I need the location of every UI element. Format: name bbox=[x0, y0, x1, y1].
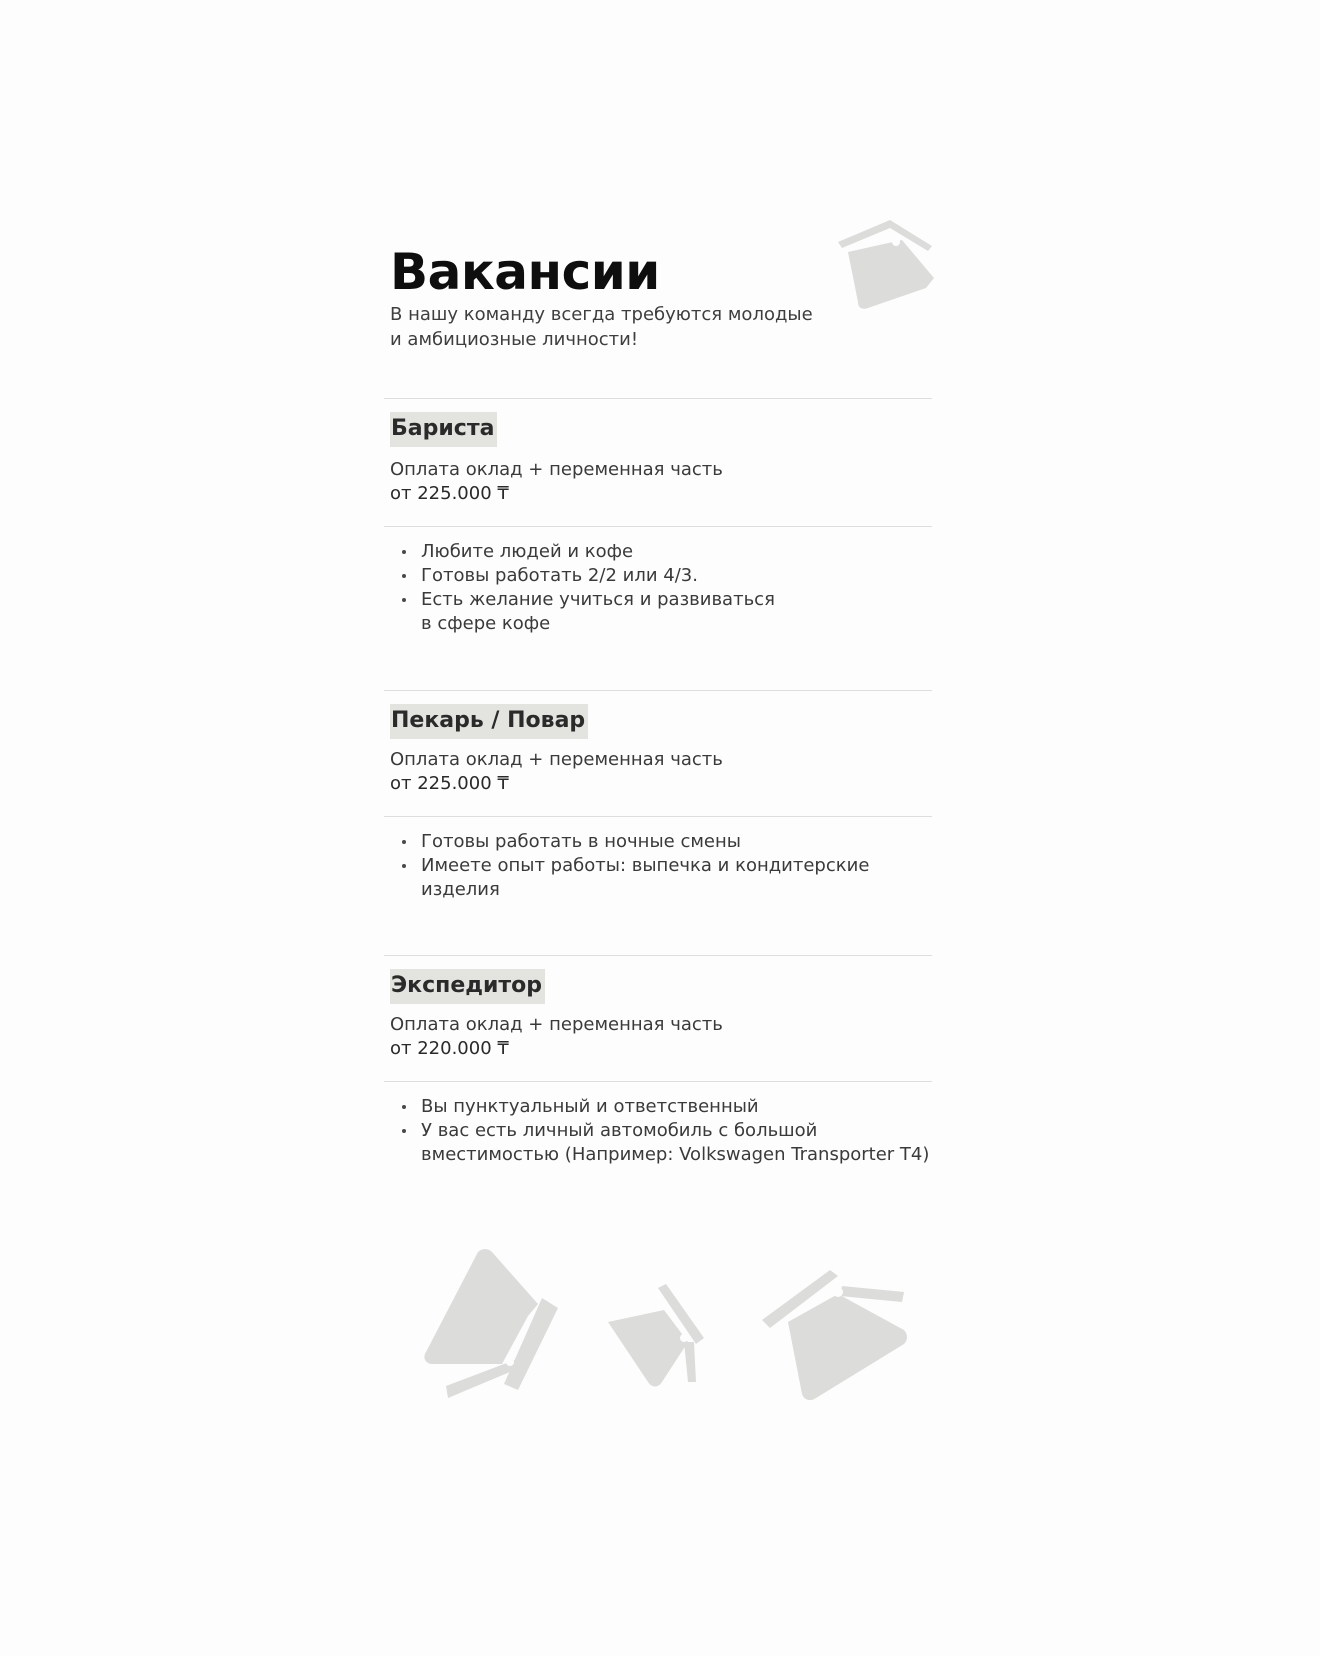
footer-decorations bbox=[384, 1228, 932, 1428]
vacancy-pay bbox=[390, 748, 890, 796]
requirement-item: Имеете опыт работы: выпечка и кондитерские изделия bbox=[402, 854, 891, 902]
vacancy-title: Бариста bbox=[390, 412, 497, 447]
coffee-brew-logo-icon bbox=[418, 1246, 568, 1406]
pay-amount: от 220.000 ₸ bbox=[390, 1038, 509, 1059]
page-subtitle: В нашу команду всегда требуются молодые и амбициозные личности! bbox=[390, 304, 813, 350]
page-title: Вакансии bbox=[390, 243, 660, 301]
pay-amount: от 225.000 ₸ bbox=[390, 483, 509, 504]
requirement-item: Вы пунктуальный и ответственный bbox=[402, 1095, 932, 1119]
section-divider bbox=[384, 816, 932, 817]
coffee-brew-logo-icon bbox=[604, 1282, 714, 1392]
requirement-item: Есть желание учиться и развиваться в сфере кофе bbox=[402, 588, 781, 636]
coffee-brew-logo-icon bbox=[758, 1258, 918, 1418]
pay-label: Оплата оклад + переменная часть bbox=[390, 459, 723, 480]
vacancy-title: Экспедитор bbox=[390, 969, 545, 1004]
vacancy-pay bbox=[390, 1013, 890, 1061]
section-divider bbox=[384, 526, 932, 527]
requirements-list bbox=[402, 830, 932, 902]
requirement-item: Любите людей и кофе bbox=[402, 540, 932, 564]
pay-label: Оплата оклад + переменная часть bbox=[390, 749, 723, 770]
requirement-item: Готовы работать в ночные смены bbox=[402, 830, 932, 854]
section-divider bbox=[384, 1081, 932, 1082]
coffee-brew-logo-icon bbox=[832, 218, 940, 318]
vacancy-pay bbox=[390, 458, 890, 506]
pay-amount: от 225.000 ₸ bbox=[390, 773, 509, 794]
section-divider bbox=[384, 955, 932, 956]
requirements-list bbox=[402, 1095, 932, 1167]
section-divider bbox=[384, 398, 932, 399]
requirement-item: Готовы работать 2/2 или 4/3. bbox=[402, 564, 932, 588]
pay-label: Оплата оклад + переменная часть bbox=[390, 1014, 723, 1035]
vacancy-title: Пекарь / Повар bbox=[390, 704, 588, 739]
requirement-item: У вас есть личный автомобиль с большой вместимостью (Например: Volkswagen Transporter T4) bbox=[402, 1119, 951, 1167]
requirements-list bbox=[402, 540, 932, 636]
section-divider bbox=[384, 690, 932, 691]
